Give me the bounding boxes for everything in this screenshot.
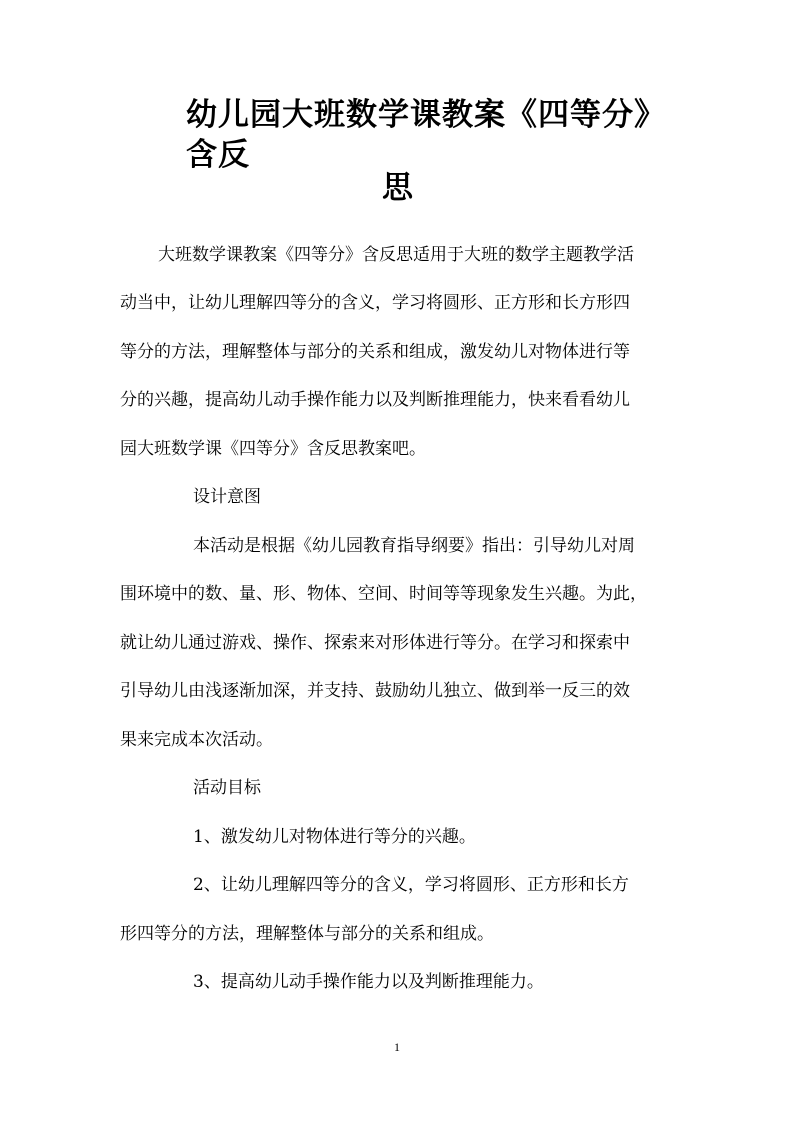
intro-line: 动当中，让幼儿理解四等分的含义，学习将圆形、正方形和长方形四 bbox=[120, 293, 630, 313]
design-line: 围环境中的数、量、形、物体、空间、时间等等现象发生兴趣。为此， bbox=[120, 584, 647, 604]
intro-line: 大班数学课教案《四等分》含反思适用于大班的数学主题教学活 bbox=[158, 245, 634, 265]
goal-item: 2、让幼儿理解四等分的含义，学习将圆形、正方形和长方 bbox=[193, 875, 629, 895]
page-number: 1 bbox=[394, 1040, 400, 1054]
intro-line: 分的兴趣，提高幼儿动手操作能力以及判断推理能力，快来看看幼儿 bbox=[120, 390, 630, 410]
design-line: 果来完成本次活动。 bbox=[120, 730, 273, 750]
document-title-line-1: 幼儿园大班数学课教案《四等分》含反 bbox=[186, 97, 666, 173]
design-heading: 设计意图 bbox=[193, 487, 261, 507]
goal-item: 3、提高幼儿动手操作能力以及判断推理能力。 bbox=[193, 972, 544, 992]
goals-heading: 活动目标 bbox=[193, 778, 261, 798]
design-line: 就让幼儿通过游戏、操作、探索来对形体进行等分。在学习和探索中 bbox=[120, 633, 630, 653]
goal-item-continuation: 形四等分的方法，理解整体与部分的关系和组成。 bbox=[120, 924, 494, 944]
intro-line: 园大班数学课《四等分》含反思教案吧。 bbox=[120, 439, 426, 459]
design-line: 引导幼儿由浅逐渐加深，并支持、鼓励幼儿独立、做到举一反三的效 bbox=[120, 681, 630, 701]
design-line: 本活动是根据《幼儿园教育指导纲要》指出：引导幼儿对周 bbox=[193, 536, 635, 556]
document-title-line-2: 思 bbox=[382, 170, 414, 206]
goal-item: 1、激发幼儿对物体进行等分的兴趣。 bbox=[193, 827, 476, 847]
intro-line: 等分的方法，理解整体与部分的关系和组成，激发幼儿对物体进行等 bbox=[120, 342, 630, 362]
